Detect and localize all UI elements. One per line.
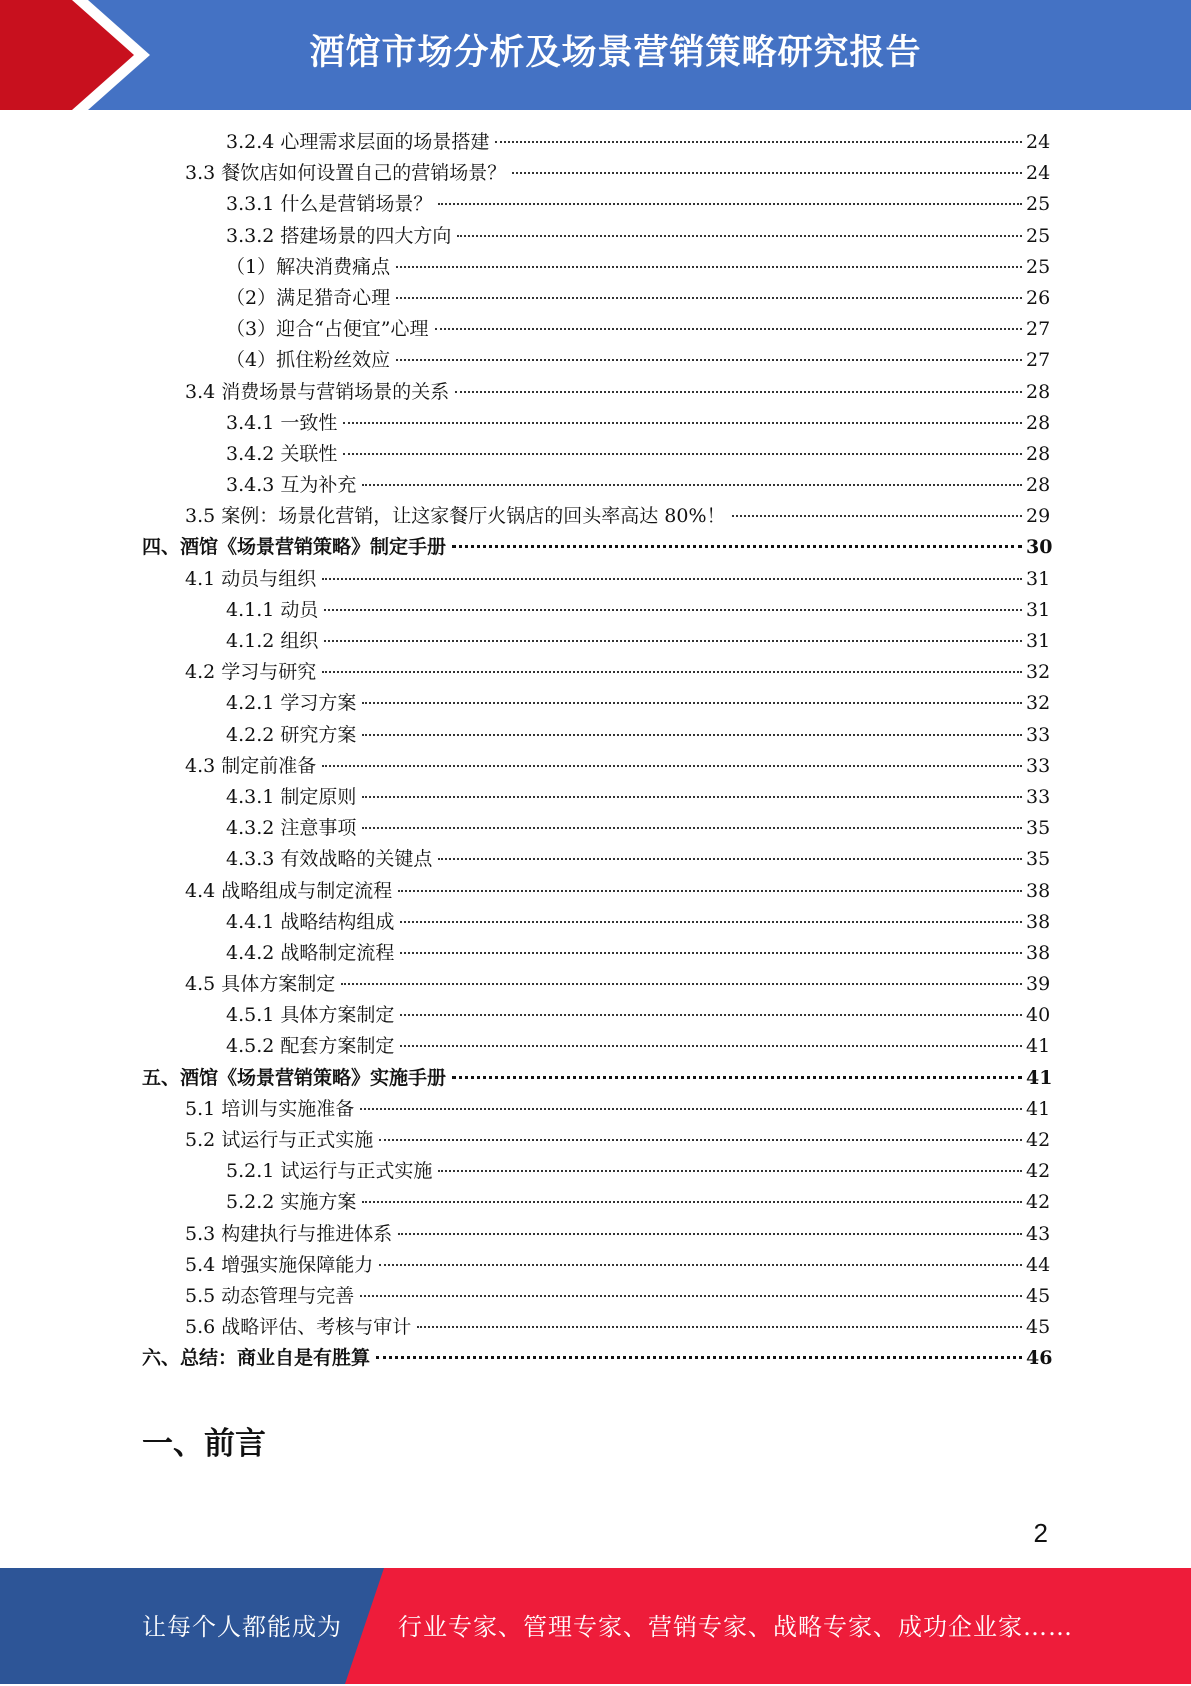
toc-entry-title: 4.5.1 具体方案制定 — [226, 1004, 395, 1027]
toc-dot-leader — [455, 391, 1022, 393]
toc-entry-title: （4）抓住粉丝效应 — [226, 349, 391, 372]
toc-dot-leader — [438, 1170, 1022, 1172]
toc-dot-leader — [322, 671, 1022, 673]
toc-dot-leader — [398, 890, 1022, 892]
toc-entry-title: 五、酒馆《场景营销策略》实施手册 — [142, 1066, 447, 1089]
toc-entry[interactable] — [0, 221, 1191, 252]
toc-entry-page: 38 — [1026, 941, 1051, 964]
toc-dot-leader — [495, 141, 1022, 143]
toc-entry-page: 31 — [1026, 598, 1051, 621]
toc-dot-leader — [341, 983, 1022, 985]
toc-entry-title: 5.1 培训与实施准备 — [185, 1097, 355, 1120]
toc-dot-leader — [343, 422, 1022, 424]
toc-entry-page: 41 — [1026, 1066, 1053, 1089]
toc-dot-leader — [362, 796, 1022, 798]
toc-entry-page: 24 — [1026, 131, 1051, 153]
toc-dot-leader — [398, 1233, 1022, 1235]
toc-entry[interactable] — [0, 127, 1191, 158]
toc-entry[interactable] — [0, 1312, 1191, 1343]
toc-entry-page: 25 — [1026, 193, 1051, 216]
toc-entry-title: （3）迎合“占便宜”心理 — [226, 318, 429, 341]
toc-entry-page: 25 — [1026, 224, 1051, 247]
toc-dot-leader — [452, 545, 1022, 548]
toc-entry-page: 28 — [1026, 380, 1051, 403]
toc-entry-page: 31 — [1026, 630, 1051, 652]
toc-dot-leader — [438, 858, 1022, 860]
toc-dot-leader — [362, 734, 1022, 736]
toc-dot-leader — [435, 328, 1022, 330]
toc-entry[interactable] — [0, 470, 1191, 501]
toc-entry-title: 3.3 餐饮店如何设置自己的营销场景？ — [185, 162, 507, 185]
toc-entry-title: （2）满足猎奇心理 — [226, 286, 391, 309]
toc-entry-title: 4.3.1 制定原则 — [226, 785, 357, 808]
toc-entry-page: 28 — [1026, 474, 1051, 497]
toc-entry-title: 4.2.2 研究方案 — [226, 723, 357, 746]
toc-entry-title: 4.5.2 配套方案制定 — [226, 1035, 395, 1058]
toc-entry-title: 3.4.3 互为补充 — [226, 474, 357, 497]
toc-entry[interactable] — [0, 439, 1191, 470]
toc-entry[interactable] — [0, 564, 1191, 595]
toc-entry[interactable] — [0, 688, 1191, 719]
toc-entry-page: 41 — [1026, 1097, 1051, 1120]
toc-entry-page: 29 — [1026, 505, 1051, 528]
toc-entry[interactable] — [0, 657, 1191, 688]
toc-entry[interactable] — [0, 720, 1191, 751]
toc-entry-page: 42 — [1026, 1129, 1051, 1151]
toc-dot-leader — [396, 359, 1022, 361]
toc-entry-page: 27 — [1026, 349, 1051, 372]
footer-slogan-left: 让每个人都能成为 — [142, 1613, 342, 1641]
toc-dot-leader — [732, 515, 1022, 517]
toc-entry-page: 28 — [1026, 411, 1051, 434]
toc-entry-page: 45 — [1026, 1284, 1051, 1307]
toc-entry-title: 4.1.2 组织 — [226, 630, 319, 652]
toc-entry[interactable] — [0, 532, 1191, 563]
toc-entry-page: 26 — [1026, 286, 1051, 309]
toc-entry[interactable] — [0, 1094, 1191, 1125]
toc-entry-page: 32 — [1026, 692, 1051, 715]
toc-entry-page: 30 — [1026, 536, 1053, 559]
toc-dot-leader — [360, 1295, 1022, 1297]
toc-entry-title: 四、酒馆《场景营销策略》制定手册 — [142, 536, 447, 559]
toc-entry-title: 5.2.2 实施方案 — [226, 1191, 357, 1214]
toc-entry-title: 4.4.1 战略结构组成 — [226, 910, 395, 933]
toc-entry[interactable] — [0, 876, 1191, 907]
toc-entry[interactable] — [0, 1281, 1191, 1312]
page-footer — [0, 1568, 1191, 1684]
toc-entry[interactable] — [0, 782, 1191, 813]
toc-entry[interactable] — [0, 283, 1191, 314]
toc-entry[interactable] — [0, 813, 1191, 844]
toc-dot-leader — [362, 827, 1022, 829]
toc-entry-page: 33 — [1026, 723, 1051, 746]
toc-entry-page: 31 — [1026, 567, 1051, 590]
toc-entry-title: 5.2.1 试运行与正式实施 — [226, 1160, 433, 1183]
toc-entry[interactable] — [0, 158, 1191, 189]
toc-entry-page: 44 — [1026, 1253, 1051, 1276]
toc-entry-page: 45 — [1026, 1316, 1051, 1339]
toc-entry[interactable] — [0, 626, 1191, 657]
toc-entry[interactable] — [0, 408, 1191, 439]
toc-entry-title: 4.3 制定前准备 — [185, 754, 317, 777]
toc-dot-leader — [438, 203, 1022, 205]
toc-entry-title: （1）解决消费痛点 — [226, 255, 391, 278]
toc-entry[interactable] — [0, 595, 1191, 626]
toc-dot-leader — [400, 1045, 1022, 1047]
toc-dot-leader — [379, 1264, 1022, 1266]
toc-entry-page: 42 — [1026, 1191, 1051, 1214]
toc-dot-leader — [400, 921, 1022, 923]
toc-dot-leader — [400, 952, 1022, 954]
toc-entry-title: 3.2.4 心理需求层面的场景搭建 — [226, 131, 490, 153]
toc-entry-page: 46 — [1026, 1347, 1053, 1370]
toc-entry-title: 4.2 学习与研究 — [185, 661, 317, 684]
toc-entry[interactable] — [0, 907, 1191, 938]
toc-dot-leader — [452, 1076, 1022, 1079]
toc-dot-leader — [396, 266, 1022, 268]
document-title: 酒馆市场分析及场景营销策略研究报告 — [309, 33, 922, 73]
toc-entry-title: 3.3.2 搭建场景的四大方向 — [226, 224, 452, 247]
toc-entry-title: 4.3.3 有效战略的关键点 — [226, 848, 433, 871]
toc-entry-title: 5.4 增强实施保障能力 — [185, 1253, 374, 1276]
toc-dot-leader — [362, 1201, 1022, 1203]
toc-entry[interactable] — [0, 1187, 1191, 1218]
toc-dot-leader — [400, 1014, 1022, 1016]
section-heading: 一、前言 — [142, 1426, 266, 1462]
footer-slogan-right: 行业专家、管理专家、营销专家、战略专家、成功企业家…… — [398, 1613, 1073, 1641]
toc-dot-leader — [343, 453, 1022, 455]
toc-dot-leader — [322, 765, 1022, 767]
toc-entry-title: 3.5 案例：场景化营销，让这家餐厅火锅店的回头率高达 80%！ — [185, 505, 726, 528]
toc-entry[interactable] — [0, 1000, 1191, 1031]
toc-entry-page: 25 — [1026, 255, 1051, 278]
toc-entry-title: 5.6 战略评估、考核与审计 — [185, 1316, 412, 1339]
toc-entry-page: 35 — [1026, 817, 1051, 840]
page-header — [0, 0, 1191, 110]
toc-entry-page: 32 — [1026, 661, 1051, 684]
toc-entry[interactable] — [0, 969, 1191, 1000]
toc-dot-leader — [512, 172, 1022, 174]
toc-entry[interactable] — [0, 377, 1191, 408]
toc-dot-leader — [324, 609, 1022, 611]
toc-entry-page: 33 — [1026, 754, 1051, 777]
toc-entry-title: 3.4.2 关联性 — [226, 442, 338, 465]
toc-dot-leader — [324, 640, 1022, 642]
toc-entry-title: 5.3 构建执行与推进体系 — [185, 1222, 393, 1245]
toc-dot-leader — [360, 1108, 1022, 1110]
toc-entry-title: 4.4 战略组成与制定流程 — [185, 879, 393, 902]
toc-entry[interactable] — [0, 1156, 1191, 1187]
toc-entry-page: 27 — [1026, 318, 1051, 341]
toc-dot-leader — [362, 484, 1022, 486]
toc-dot-leader — [362, 702, 1022, 704]
toc-entry-page: 38 — [1026, 879, 1051, 902]
toc-entry-page: 38 — [1026, 910, 1051, 933]
toc-entry[interactable] — [0, 1125, 1191, 1156]
toc-entry[interactable] — [0, 938, 1191, 969]
toc-entry-page: 35 — [1026, 848, 1051, 871]
toc-entry-title: 4.4.2 战略制定流程 — [226, 941, 395, 964]
toc-entry-title: 5.5 动态管理与完善 — [185, 1284, 355, 1307]
toc-entry-title: 4.1.1 动员 — [226, 598, 319, 621]
toc-entry-title: 4.5 具体方案制定 — [185, 973, 336, 996]
toc-entry[interactable] — [0, 1031, 1191, 1062]
toc-dot-leader — [457, 235, 1022, 237]
table-of-contents — [0, 127, 1191, 1375]
toc-entry[interactable] — [0, 252, 1191, 283]
toc-entry-title: 3.3.1 什么是营销场景？ — [226, 193, 433, 216]
toc-entry-page: 39 — [1026, 973, 1051, 996]
toc-entry-title: 4.3.2 注意事项 — [226, 817, 357, 840]
toc-entry-page: 24 — [1026, 162, 1051, 185]
toc-entry-title: 5.2 试运行与正式实施 — [185, 1129, 374, 1151]
toc-entry-page: 40 — [1026, 1004, 1051, 1027]
toc-dot-leader — [396, 297, 1022, 299]
toc-entry[interactable] — [0, 345, 1191, 376]
toc-entry-title: 3.4 消费场景与营销场景的关系 — [185, 380, 450, 403]
toc-entry-page: 33 — [1026, 785, 1051, 808]
toc-dot-leader — [379, 1139, 1022, 1141]
toc-entry[interactable] — [0, 314, 1191, 345]
toc-entry-page: 42 — [1026, 1160, 1051, 1183]
toc-entry[interactable] — [0, 1063, 1191, 1094]
toc-entry-title: 六、总结：商业自是有胜算 — [142, 1347, 371, 1370]
toc-entry-page: 41 — [1026, 1035, 1051, 1058]
page-number: 2 — [1033, 1518, 1048, 1548]
toc-entry-title: 4.2.1 学习方案 — [226, 692, 357, 715]
toc-dot-leader — [376, 1356, 1022, 1359]
toc-entry[interactable] — [0, 1250, 1191, 1281]
toc-entry[interactable] — [0, 844, 1191, 875]
toc-entry[interactable] — [0, 1219, 1191, 1250]
toc-dot-leader — [322, 578, 1022, 580]
toc-entry-page: 28 — [1026, 442, 1051, 465]
toc-entry-title: 4.1 动员与组织 — [185, 567, 317, 590]
toc-entry[interactable] — [0, 501, 1191, 532]
toc-entry[interactable] — [0, 751, 1191, 782]
toc-entry[interactable] — [0, 189, 1191, 220]
toc-dot-leader — [417, 1326, 1022, 1328]
toc-entry[interactable] — [0, 1343, 1191, 1374]
toc-entry-title: 3.4.1 一致性 — [226, 411, 338, 434]
toc-entry-page: 43 — [1026, 1222, 1051, 1245]
